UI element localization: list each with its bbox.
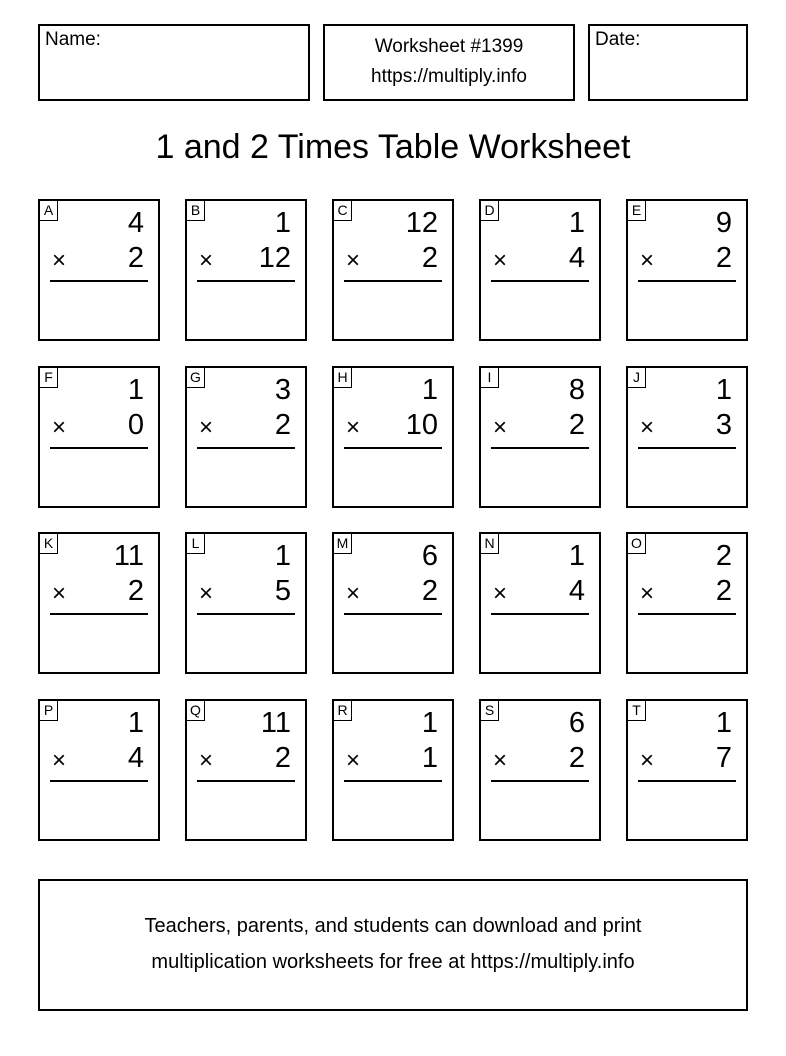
problem-top-number: 6 [568, 707, 585, 739]
problem-card[interactable] [332, 532, 454, 674]
page-title: 1 and 2 Times Table Worksheet [155, 128, 631, 166]
problem-top-number: 11 [113, 540, 144, 572]
problem-letter: T [628, 701, 646, 721]
problem-letter: H [334, 368, 352, 388]
problem-bottom-number: 2 [715, 575, 732, 607]
multiply-sign: × [493, 747, 508, 774]
answer-line [638, 613, 736, 615]
problem-top-number: 1 [274, 540, 291, 572]
multiply-sign: × [640, 247, 655, 274]
problem-card[interactable] [332, 199, 454, 341]
multiply-sign: × [493, 414, 508, 441]
problem-letter: R [334, 701, 352, 721]
problem-top-number: 11 [260, 707, 291, 739]
problem-bottom-number: 4 [127, 742, 144, 774]
name-label: Name: [45, 29, 101, 50]
multiply-sign: × [52, 580, 67, 607]
problem-card[interactable] [626, 199, 748, 341]
problem-card[interactable] [38, 532, 160, 674]
problem-letter: A [40, 201, 58, 221]
footer-box [38, 879, 748, 1011]
problem-card[interactable] [479, 699, 601, 841]
multiply-sign: × [640, 747, 655, 774]
problem-top-number: 1 [421, 374, 438, 406]
multiply-sign: × [199, 414, 214, 441]
problem-bottom-number: 4 [568, 242, 585, 274]
problem-top-number: 1 [127, 374, 144, 406]
problem-top-number: 3 [274, 374, 291, 406]
problem-letter: D [481, 201, 499, 221]
answer-line [491, 613, 589, 615]
problem-top-number: 1 [715, 707, 732, 739]
problem-card[interactable] [185, 199, 307, 341]
answer-line [344, 447, 442, 449]
multiply-sign: × [346, 247, 361, 274]
answer-line [50, 780, 148, 782]
problem-card[interactable] [479, 532, 601, 674]
problem-letter: N [481, 534, 499, 554]
answer-line [344, 613, 442, 615]
answer-line [638, 780, 736, 782]
worksheet-url: https://multiply.info [371, 66, 527, 87]
multiply-sign: × [52, 747, 67, 774]
problem-bottom-number: 4 [568, 575, 585, 607]
footer-line-1: Teachers, parents, and students can download and print [144, 915, 642, 937]
answer-line [50, 447, 148, 449]
answer-line [344, 780, 442, 782]
problem-card[interactable] [38, 366, 160, 508]
problem-letter: J [628, 368, 646, 388]
answer-line [50, 613, 148, 615]
problem-letter: Q [187, 701, 205, 721]
problem-bottom-number: 0 [127, 409, 144, 441]
answer-line [197, 280, 295, 282]
problem-bottom-number: 2 [568, 409, 585, 441]
problem-card[interactable] [479, 199, 601, 341]
multiply-sign: × [640, 580, 655, 607]
multiply-sign: × [199, 580, 214, 607]
problem-top-number: 9 [715, 207, 732, 239]
problem-bottom-number: 2 [274, 409, 291, 441]
multiply-sign: × [346, 747, 361, 774]
problem-bottom-number: 2 [421, 575, 438, 607]
problem-card[interactable] [38, 699, 160, 841]
problem-bottom-number: 2 [715, 242, 732, 274]
problem-bottom-number: 2 [127, 575, 144, 607]
problem-top-number: 8 [568, 374, 585, 406]
problem-card[interactable] [185, 532, 307, 674]
problem-card[interactable] [332, 366, 454, 508]
problem-card[interactable] [185, 699, 307, 841]
problem-card[interactable] [38, 199, 160, 341]
problem-bottom-number: 1 [421, 742, 438, 774]
problem-card[interactable] [626, 366, 748, 508]
date-label: Date: [595, 29, 641, 50]
answer-line [197, 780, 295, 782]
problem-top-number: 1 [568, 540, 585, 572]
problem-bottom-number: 2 [421, 242, 438, 274]
multiply-sign: × [493, 247, 508, 274]
problem-card[interactable] [626, 532, 748, 674]
problem-letter: L [187, 534, 205, 554]
problem-card[interactable] [626, 699, 748, 841]
problem-bottom-number: 2 [568, 742, 585, 774]
multiply-sign: × [640, 414, 655, 441]
multiply-sign: × [199, 247, 214, 274]
problem-bottom-number: 10 [405, 409, 438, 441]
problem-top-number: 6 [421, 540, 438, 572]
problem-letter: G [187, 368, 205, 388]
footer-line-2: multiplication worksheets for free at https://multiply.info [151, 951, 635, 973]
answer-line [197, 613, 295, 615]
problem-top-number: 1 [568, 207, 585, 239]
problem-letter: M [334, 534, 352, 554]
worksheet-number: Worksheet #1399 [374, 36, 524, 57]
problem-top-number: 1 [127, 707, 144, 739]
problem-card[interactable] [185, 366, 307, 508]
problem-bottom-number: 7 [715, 742, 732, 774]
multiply-sign: × [493, 580, 508, 607]
multiply-sign: × [346, 580, 361, 607]
answer-line [50, 280, 148, 282]
problem-bottom-number: 2 [274, 742, 291, 774]
problem-letter: I [481, 368, 499, 388]
problem-card[interactable] [332, 699, 454, 841]
problem-bottom-number: 2 [127, 242, 144, 274]
problem-letter: K [40, 534, 58, 554]
answer-line [638, 447, 736, 449]
problem-bottom-number: 12 [258, 242, 291, 274]
problem-top-number: 4 [127, 207, 144, 239]
problem-top-number: 2 [715, 540, 732, 572]
problem-top-number: 1 [421, 707, 438, 739]
answer-line [491, 780, 589, 782]
problem-bottom-number: 3 [715, 409, 732, 441]
answer-line [638, 280, 736, 282]
problem-top-number: 1 [274, 207, 291, 239]
multiply-sign: × [52, 247, 67, 274]
problem-letter: C [334, 201, 352, 221]
multiply-sign: × [199, 747, 214, 774]
answer-line [491, 447, 589, 449]
answer-line [344, 280, 442, 282]
answer-line [491, 280, 589, 282]
problem-letter: O [628, 534, 646, 554]
problem-letter: F [40, 368, 58, 388]
multiply-sign: × [346, 414, 361, 441]
problem-bottom-number: 5 [274, 575, 291, 607]
problem-letter: S [481, 701, 499, 721]
problem-letter: P [40, 701, 58, 721]
problem-letter: B [187, 201, 205, 221]
answer-line [197, 447, 295, 449]
problem-letter: E [628, 201, 646, 221]
problem-card[interactable] [479, 366, 601, 508]
problem-top-number: 12 [405, 207, 438, 239]
problem-top-number: 1 [715, 374, 732, 406]
multiply-sign: × [52, 414, 67, 441]
